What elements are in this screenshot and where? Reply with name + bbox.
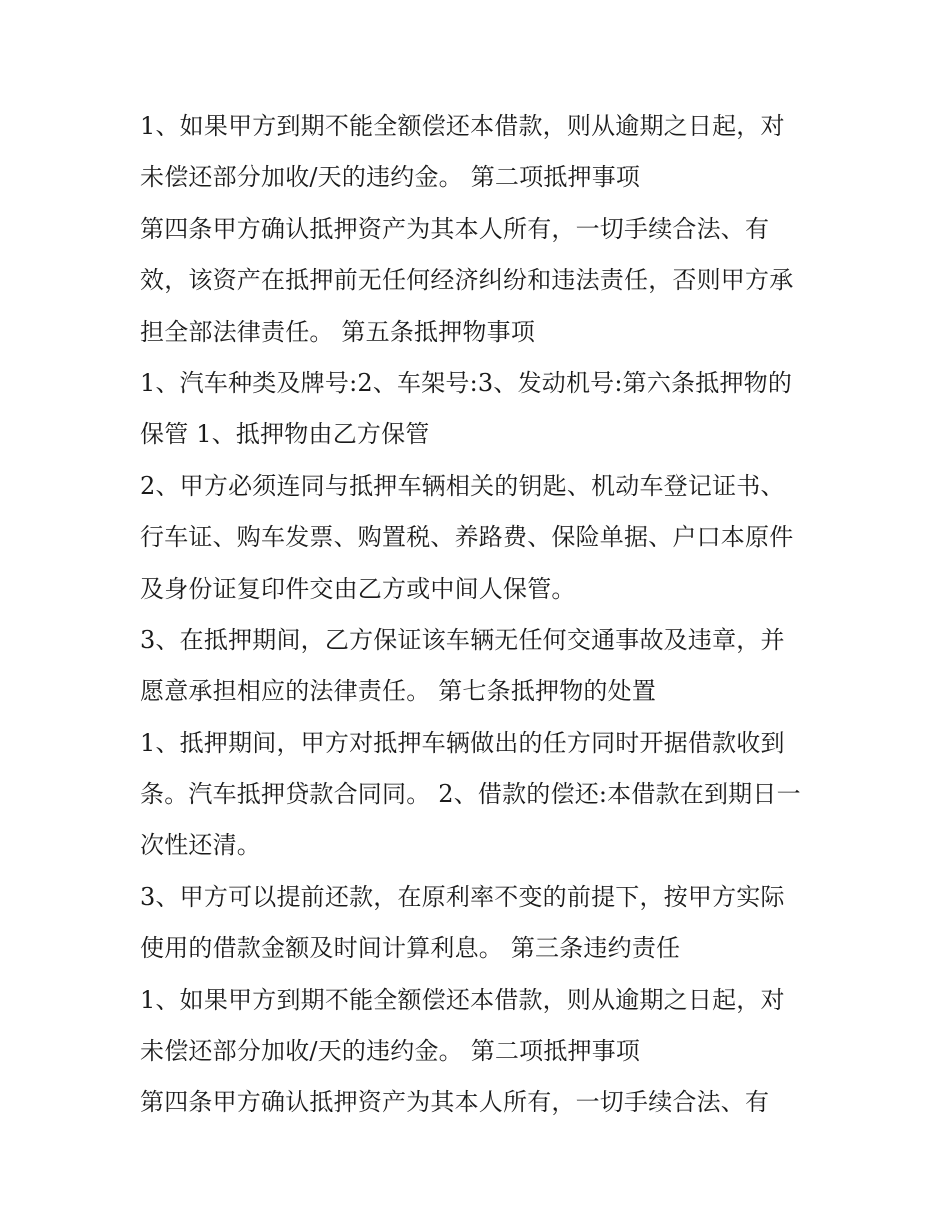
text-line: 3、甲方可以提前还款，在原利率不变的前提下，按甲方实际 xyxy=(140,882,785,911)
document-body xyxy=(140,101,820,1129)
text-line: 1、汽车种类及牌号:2、车架号:3、发动机号:第六条抵押物的 xyxy=(140,368,793,397)
text-line: 1、如果甲方到期不能全额偿还本借款，则从逾期之日起，对 xyxy=(140,985,785,1014)
text-line: 2、甲方必须连同与抵押车辆相关的钥匙、机动车登记证书、 xyxy=(140,471,785,500)
text-line: 行车证、购车发票、购置税、养路费、保险单据、户口本原件 xyxy=(140,523,794,552)
text-line: 3、在抵押期间，乙方保证该车辆无任何交通事故及违章，并 xyxy=(140,625,785,654)
text-line: 愿意承担相应的法律责任。 第七条抵押物的处置 xyxy=(140,677,657,706)
text-line: 1、如果甲方到期不能全额偿还本借款，则从逾期之日起，对 xyxy=(140,112,785,140)
text-line: 担全部法律责任。 第五条抵押物事项 xyxy=(140,317,536,346)
text-line: 未偿还部分加收/天的违约金。 第二项抵押事项 xyxy=(140,163,641,192)
text-line: 效，该资产在抵押前无任何经济纠纷和违法责任，否则甲方承 xyxy=(140,266,794,295)
text-line: 使用的借款金额及时间计算利息。 第三条违约责任 xyxy=(140,934,681,963)
text-line: 条。汽车抵押贷款合同同。 2、借款的偿还:本借款在到期日一 xyxy=(140,780,801,809)
text-line: 1、抵押期间，甲方对抵押车辆做出的任方同时开据借款收到 xyxy=(140,728,785,757)
text-line: 保管 1、抵押物由乙方保管 xyxy=(140,420,430,449)
text-line: 次性还清。 xyxy=(140,831,261,860)
text-line: 未偿还部分加收/天的违约金。 第二项抵押事项 xyxy=(140,1037,641,1066)
text-line: 及身份证复印件交由乙方或中间人保管。 xyxy=(140,574,576,603)
text-line: 第四条甲方确认抵押资产为其本人所有，一切手续合法、有 xyxy=(140,214,770,243)
text-line: 第四条甲方确认抵押资产为其本人所有，一切手续合法、有 xyxy=(140,1088,770,1117)
